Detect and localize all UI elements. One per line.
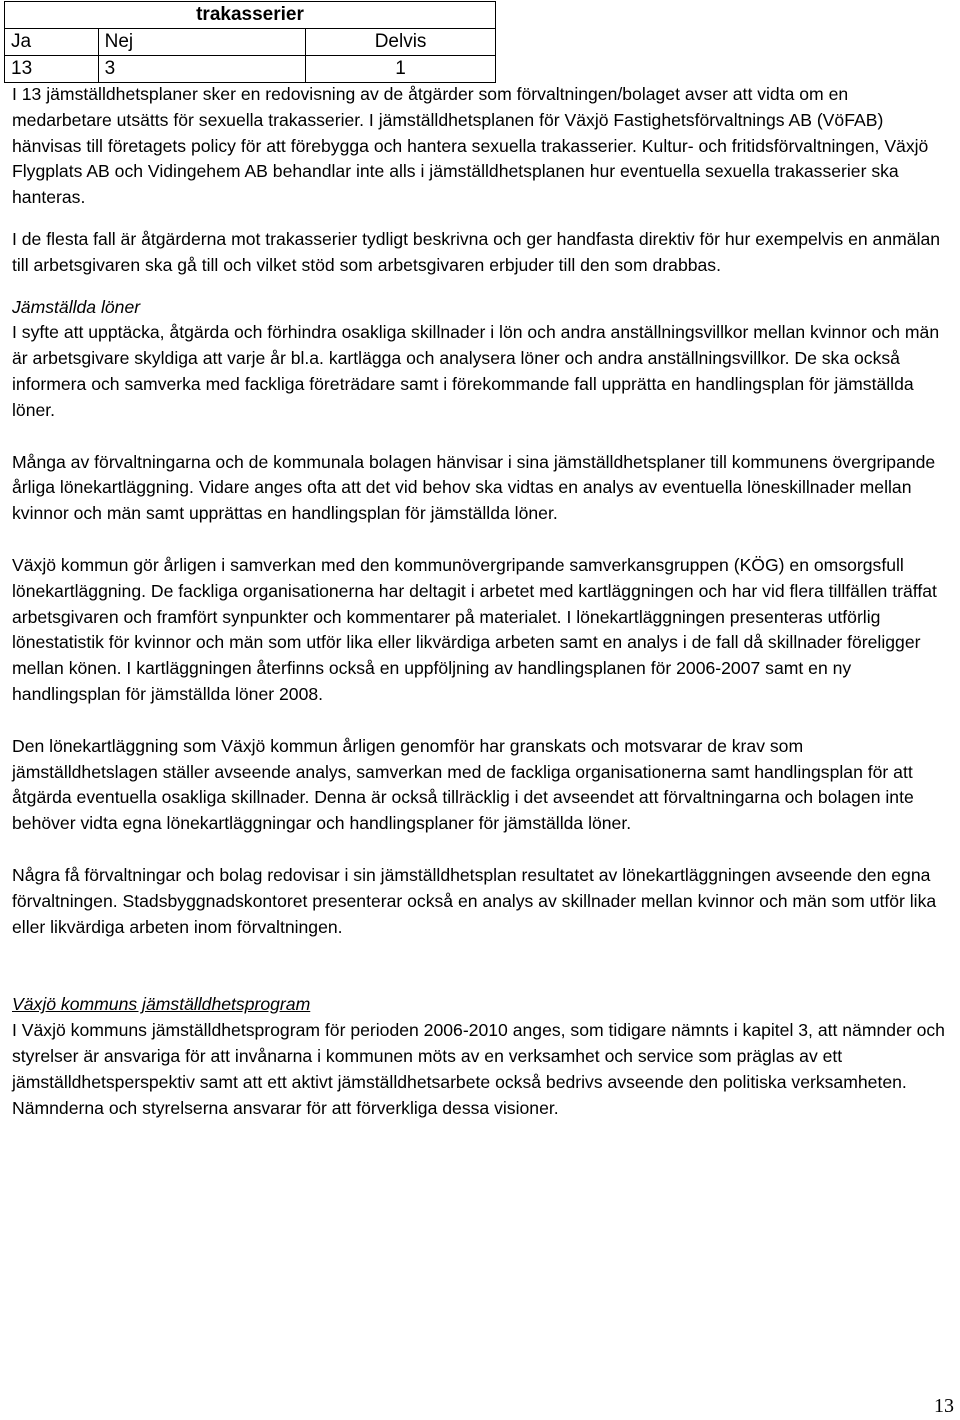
- table-title-row: [5, 2, 496, 29]
- table-value-ja: 13: [5, 56, 99, 83]
- table-value-nej: 3: [98, 56, 306, 83]
- paragraph: Några få förvaltningar och bolag redovisar i sin jämställdhetsplan resultatet av lönekartläggningen avseende den egna förvaltningen. Stadsbyggnadskontoret presenterar också en analys av skillnader mellan kvinnor och män som utför lika eller likvärdiga arbeten inom förvaltningen.: [12, 864, 937, 937]
- table-header-ja: Ja: [5, 29, 99, 56]
- paragraph: I de flesta fall är åtgärderna mot trakasserier tydligt beskrivna och ger handfasta direktiv för hur exempelvis en anmälan till arbetsgivaren ska gå till och vilket stöd som arbetsgivaren erbjuder till den som drabbas.: [12, 228, 941, 275]
- paragraph: I syfte att upptäcka, åtgärda och förhindra osakliga skillnader i lön och andra anställningsvillkor mellan kvinnor och män är arbetsgivare skyldiga att varje år bl.a. kartlägga och analysera löner och andra anställningsvillkor. De ska också informera och samverka med fackliga företrädare samt i förekommande fall upprätta en handlingsplan för jämställda löner.: [12, 322, 940, 420]
- paragraph: Den lönekartläggning som Växjö kommun årligen genomför har granskats och motsvarar de krav som jämställdhetslagen ställer avseende analys, samverkan med de fackliga organisationerna samt handlingsplan för att åtgärda eventuella osakliga skillnader. Denna är också tillräcklig i det avseendet att förvaltningarna och bolagen inte behöver vidta egna lönekartläggningar och handlingsplaner för jämställda löner.: [12, 735, 914, 834]
- table-header-row: [5, 29, 496, 56]
- section-heading-equality-program: Växjö kommuns jämställdhetsprogram: [12, 994, 311, 1015]
- paragraph: Växjö kommun gör årligen i samverkan med den kommunövergripande samverkansgruppen (KÖG) en omsorgsfull lönekartläggning. De fackliga organisationerna har deltagit i arbetet med kartläggningen och har vid flera tillfällen träffat arbetsgivaren och framfört synpunkter och kommentarer på materialet. I lönekartläggningen presenteras utförlig lönestatistik för kvinnor och män som utför lika eller likvärdiga arbeten samt en analys i de fall då skillnader föreligger mellan könen. I kartläggningen återfinns också en uppföljning av handlingsplanen för 2006-2007 samt en ny handlingsplan för jämställda löner 2008.: [12, 554, 937, 704]
- paragraph: I Växjö kommuns jämställdhetsprogram för perioden 2006-2010 anges, som tidigare nämnts i kapitel 3, att nämnder och styrelser är ansvariga för att invånarna i kommunen möts av en verksamhet och service som präglas av ett jämställdhetsperspektiv samt att ett aktivt jämställdhetsarbete också bedrivs avseende den politiska verksamheten. Nämnderna och styrelserna ansvarar för att förverkliga dessa visioner.: [12, 1020, 945, 1118]
- page-number: 13: [934, 1395, 954, 1417]
- harassment-summary-table: [4, 1, 496, 83]
- paragraph: I 13 jämställdhetsplaner sker en redovisning av de åtgärder som förvaltningen/bolaget avser att vidta om en medarbetare utsätts för sexuella trakasserier. I jämställdhetsplanen för Växjö Fastighetsförvaltnings AB (VöFAB) hänvisas till företagets policy för att förebygga och hantera sexuella trakasserier. Kultur- och fritidsförvaltningen, Växjö Flygplats AB och Vidingehem AB behandlar inte alls i jämställdhetsplanen hur eventuella sexuella trakasserier ska hanteras.: [12, 84, 929, 208]
- body-text: [12, 82, 946, 1121]
- table-title: trakasserier: [5, 2, 496, 29]
- paragraph: Många av förvaltningarna och de kommunala bolagen hänvisar i sina jämställdhetsplaner till kommunens övergripande årliga lönekartläggning. Vidare anges ofta att det vid behov ska vidtas en analys av eventuella löneskillnader mellan kvinnor och män samt upprättas en handlingsplan för jämställda löner.: [12, 451, 936, 524]
- table-header-nej: Nej: [98, 29, 306, 56]
- table-header-delvis: Delvis: [306, 29, 496, 56]
- section-heading-equal-pay: Jämställda löner: [12, 296, 141, 317]
- table-value-delvis: 1: [306, 56, 496, 83]
- table-value-row: [5, 56, 496, 83]
